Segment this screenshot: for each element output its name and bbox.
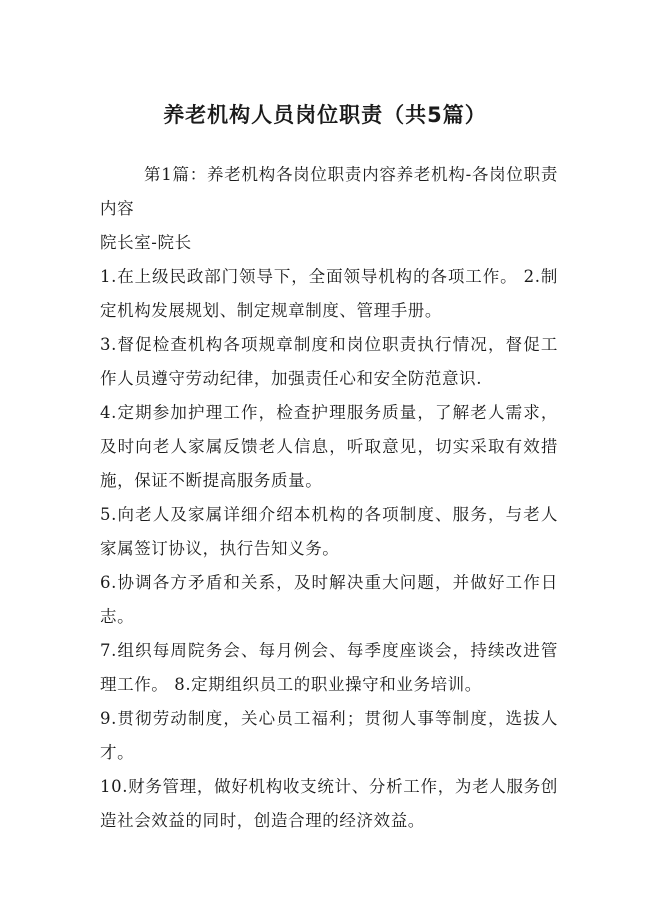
paragraph-item-10: 10.财务管理，做好机构收支统计、分析工作，为老人服务创造社会效益的同时，创造合理的经济效益。 xyxy=(100,777,558,830)
paragraph-item-9: 9.贯彻劳动制度，关心员工福利；贯彻人事等制度，选拔人才。 xyxy=(100,709,558,762)
paragraph-item-5: 5.向老人及家属详细介绍本机构的各项制度、服务，与老人家属签订协议，执行告知义务。 xyxy=(100,505,558,558)
paragraph-item-7-8: 7.组织每周院务会、每月例会、每季度座谈会，持续改进管理工作。 8.定期组织员工的职业操守和业务培训。 xyxy=(100,641,558,694)
paragraph-item-4: 4.定期参加护理工作，检查护理服务质量，了解老人需求，及时向老人家属反馈老人信息，听取意见，切实采取有效措施，保证不断提高服务质量。 xyxy=(100,403,558,490)
document-title: 养老机构人员岗位职责（共5篇） xyxy=(163,103,487,127)
paragraph-item-1-2: 1.在上级民政部门领导下，全面领导机构的各项工作。 2.制定机构发展规划、制定规章制度、管理手册。 xyxy=(100,267,558,320)
paragraph-section-label: 院长室-院长 xyxy=(100,233,192,252)
document-body xyxy=(100,158,558,838)
paragraph-chapter-heading: 第1篇：养老机构各岗位职责内容养老机构-各岗位职责内容 xyxy=(100,165,558,218)
paragraph-item-3: 3.督促检查机构各项规章制度和岗位职责执行情况，督促工作人员遵守劳动纪律，加强责任心和安全防范意识. xyxy=(100,335,558,388)
paragraph-item-6: 6.协调各方矛盾和关系，及时解决重大问题，并做好工作日志。 xyxy=(100,573,558,626)
